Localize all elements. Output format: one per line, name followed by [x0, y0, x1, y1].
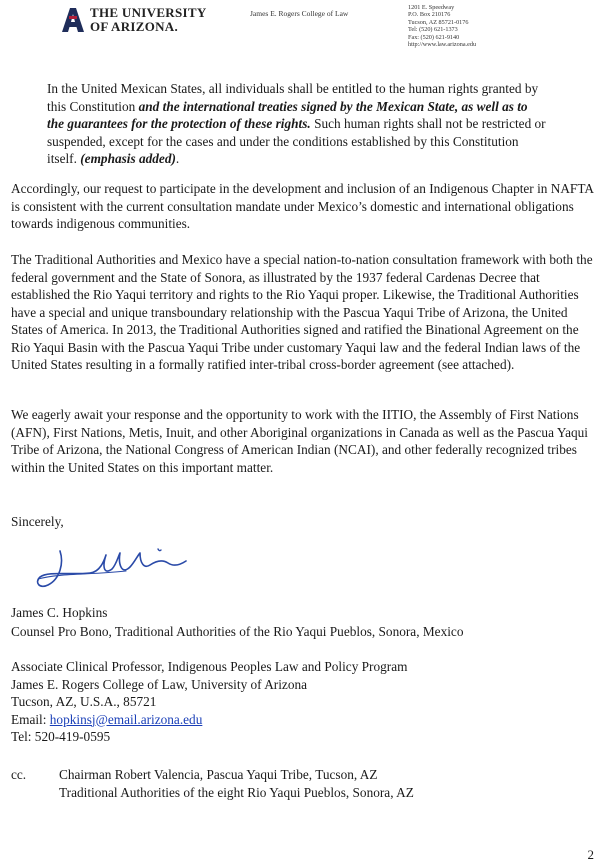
page-number: 2	[587, 847, 594, 862]
signer-title: Associate Clinical Professor, Indigenous Peoples Law and Policy Program	[11, 659, 408, 674]
college-name: James E. Rogers College of Law	[250, 9, 349, 18]
address-line: Fax: (520) 621-9140	[408, 33, 460, 41]
signer-contact-block	[11, 658, 407, 746]
university-name: THE UNIVERSITY OF ARIZONA.	[90, 5, 207, 34]
email-line: Email: hopkinsj@email.arizona.edu	[11, 711, 203, 727]
quote-emphasis: and the international treaties signed by the Mexican State, as well as to the guarantees for the protection of these rights.	[47, 98, 528, 131]
signer-city: Tucson, AZ, U.S.A., 85721	[11, 694, 157, 709]
handwritten-signature	[30, 545, 190, 593]
signer-college: James E. Rogers College of Law, University of Arizona	[11, 676, 308, 692]
closing-salutation: Sincerely,	[11, 514, 64, 529]
emphasis-note: (emphasis added)	[80, 151, 176, 166]
phone-line: Tel: 520-419-0595	[11, 729, 111, 744]
paragraph-traditional-authorities: The Traditional Authorities and Mexico have a special nation-to-nation consultation framework with both the federal government and the State of Sonora, as illustrated by the 1937 federal Cardenas Decree that established the Rio Yaqui territory and rights to the Rio Yaqui proper. Likewise, the Traditional Authorities have a special and unique transboundary relationship with the Pascua Yaqui Tribe of Arizona, the United States of America. In 2013, the Traditional Authorities signed and ratified the Binational Agreement on the Rio Yaqui Basin with the Pascua Yaqui Tribe under customary Yaqui law and the federal Indian laws of the United States resulting in a formally ratified inter-tribal cross-border agreement (see attached).	[11, 252, 593, 372]
university-logo	[60, 6, 207, 34]
arizona-a-logo-icon	[60, 6, 86, 34]
signer-role: Counsel Pro Bono, Traditional Authorities of the Rio Yaqui Pueblos, Sonora, Mexico	[11, 624, 464, 639]
address-line: P.O. Box 210176	[408, 11, 451, 19]
address-block	[408, 4, 476, 48]
signer-name: James C. Hopkins	[11, 605, 108, 620]
cc-recipient: Traditional Authorities of the eight Rio Yaqui Pueblos, Sonora, AZ	[59, 784, 414, 800]
email-link[interactable]: hopkinsj@email.arizona.edu	[49, 711, 203, 727]
constitution-quote: In the United Mexican States, all individuals shall be entitled to the human rights granted by this Constitution and the international treaties signed by the Mexican State, as well as to the guarantees for the protection of these rights. Such human rights shall not be restricted or suspended, except for the cases and under the conditions established by this Constitution itself. (emphasis added).	[47, 81, 546, 166]
address-line: Tucson, AZ 85721-0176	[408, 18, 469, 26]
cc-recipients	[59, 766, 414, 801]
address-line: http://www.law.arizona.edu	[408, 41, 477, 49]
paragraph-accordingly: Accordingly, our request to participate in the development and inclusion of an Indigenous Chapter in NAFTA is consistent with the current consultation mandate under Mexico’s domestic and international obligations towards indigenous communities.	[11, 181, 594, 231]
paragraph-eagerly-await: We eagerly await your response and the opportunity to work with the IITIO, the Assembly of First Nations (AFN), First Nations, Metis, Inuit, and other Aboriginal organizations in Canada as well as the Pascua Yaqui Tribe of Arizona, the National Congress of American Indian (NCAI), and other federally recognized tribes within the United States on this important matter.	[11, 407, 588, 475]
cc-recipient: Chairman Robert Valencia, Pascua Yaqui Tribe, Tucson, AZ	[59, 767, 378, 782]
address-line: Tel: (520) 621-1373	[408, 26, 458, 34]
cc-label: cc.	[11, 767, 27, 782]
address-line: 1201 E. Speedway	[408, 4, 455, 11]
